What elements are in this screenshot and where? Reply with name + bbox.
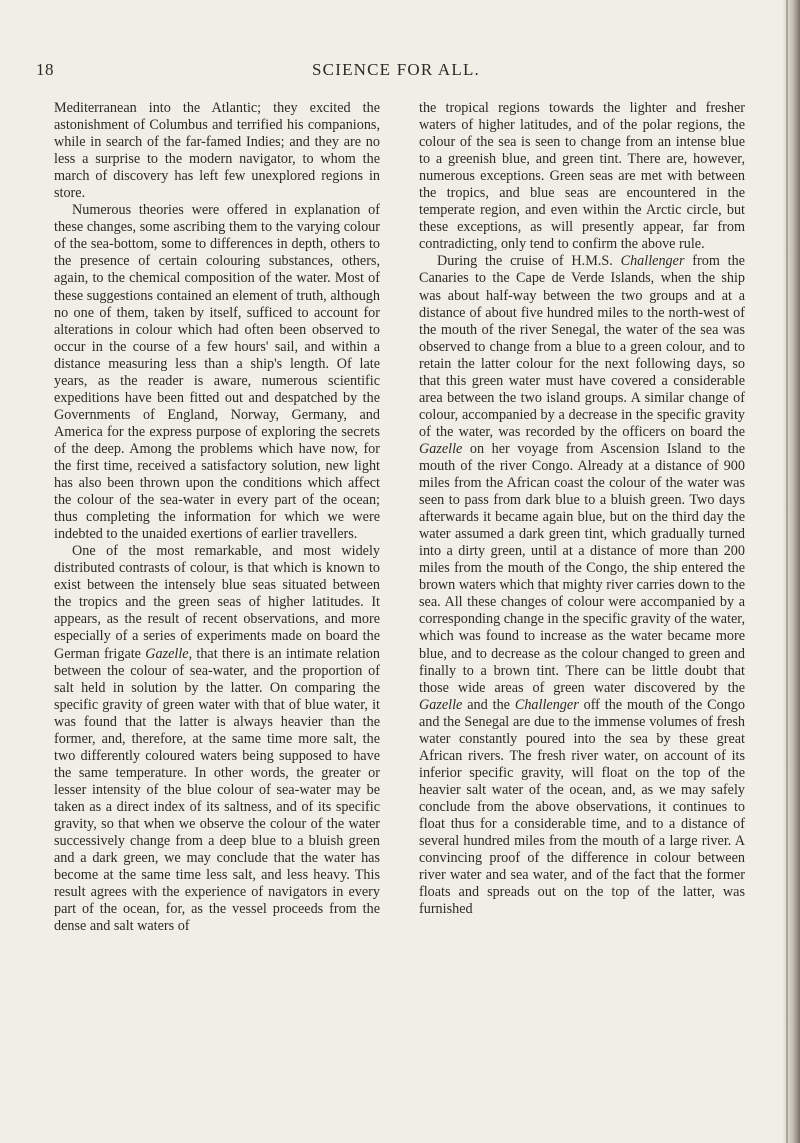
paragraph bbox=[54, 100, 380, 202]
italic-ship-name: Gazelle bbox=[419, 440, 463, 457]
page-header bbox=[36, 60, 756, 84]
italic-ship-name: Gazelle bbox=[419, 696, 463, 713]
italic-ship-name: Challenger bbox=[620, 253, 685, 270]
paragraph-text: on her voyage from Ascension Island to the mouth of the river Congo. Already at a distance of 900 miles from the African coast the colour of the water was seen to pass from dark blue to a bluish green. Two days afterwards it became again blue, but on the third day the water assumed a dark green tint, which gradually turned into a dirty green, until at a distance of more than 200 miles from the mouth of the Congo, the ship entered the brown waters which that mighty river carries down to the sea. All these changes of colour were accompanied by a corresponding change in the specific gravity of the water, which was found to increase as the water became more blue, and to decrease as the colour changed to green and finally to a brown tint. There can be little doubt that those wide areas of green water discovered by the bbox=[419, 440, 746, 696]
paragraph-text: off the mouth of the Congo and the Senegal are due to the immense volumes of fresh water constantly poured into the sea by these great African rivers. The fresh river water, on account of its inferior specific gravity, will float on the top of the heavier salt water of the ocean, and, as we may safely conclude from the above observations, it continues to float thus for a considerable time, and to a distance of several hundred miles from the mouth of a large river. A convincing proof of the difference in colour between river water and sea water, and of the fact that the former floats and spreads out on the top of the latter, was furnished bbox=[419, 696, 745, 918]
page-edge-shadow bbox=[782, 0, 800, 1143]
page-number: 18 bbox=[36, 60, 54, 79]
italic-ship-name: Challenger bbox=[514, 696, 579, 713]
paragraph-text: , that there is an intimate relation between the colour of sea-water, and the proportion of salt held in solution by the latter. On comparing the specific gravity of green water with that of blue water, it was found that the latter is always heavier than the former, and, therefore, at the same time more salt, the two differently coloured waters being supposed to have the same temperature. In other words, the greater or lesser intensity of the blue colour of sea-water may be taken as a direct index of its saltness, and of its specific gravity, so that when we observe the colour of the water successively change from a deep blue to a bluish green and a dark green, we may conclude that the water has become at the same time less salt, and less heavy. This result agrees with the experience of navigators in every part of the ocean, for, as the vessel proceeds from the dense and salt waters of bbox=[54, 645, 380, 935]
italic-ship-name: Gazelle bbox=[145, 645, 189, 662]
paragraph-text: During the cruise of H.M.S. bbox=[437, 253, 621, 270]
right-column bbox=[419, 100, 745, 918]
paragraph bbox=[54, 202, 380, 543]
paragraph-text: and the bbox=[462, 696, 515, 713]
paragraph bbox=[54, 543, 380, 935]
paragraph-text: the tropical regions towards the lighter and fresher waters of higher latitudes, and of the polar regions, the colour of the sea is seen to change from an intense blue to a greenish blue, and green tint. There are, however, numerous exceptions. Green seas are met with between the tropics, and blue seas are encountered in the temperate region, and even within the Arctic circle, but these exceptions, as will presently appear, far from contradicting, only tend to confirm the above rule. bbox=[419, 100, 745, 253]
paragraph-text: from the Canaries to the Cape de Verde Islands, when the ship was about half-way between the two groups and at a distance of about five hundred miles to the north-west of the mouth of the river Senegal, the water of the sea was observed to change from a blue to a green colour, and to retain the latter colour for the next following days, so that this green water must have covered a considerable area between the two island groups. A similar change of colour, accompanied by a decrease in the specific gravity of the water, was recorded by the officers on board the bbox=[419, 253, 745, 440]
left-column bbox=[54, 100, 380, 935]
running-title: SCIENCE FOR ALL. bbox=[312, 60, 480, 79]
paragraph bbox=[419, 253, 745, 918]
paragraph-text: Numerous theories were offered in explanation of these changes, some ascribing them to the varying colour of the sea-bottom, some to differences in depth, others to the presence of certain colouring substances, others, again, to the chemical composition of the water. Most of these suggestions contained an element of truth, although no one of them, taken by itself, sufficed to account for alterations in colour which had often been observed to occur in the course of a few hours' sail, and within a distance measuring less than a ship's length. Of late years, as the reader is aware, numerous scientific expeditions have been fitted out and despatched by the Governments of England, Norway, Germany, and America for the express purpose of exploring the secrets of the deep. Among the problems which have now, for the first time, received a satisfactory solution, new light has also been thrown upon the conditions which affect the colour of the sea-water in every part of the ocean; thus completing the information for which we were indebted to the unaided exertions of earlier travellers. bbox=[54, 202, 380, 543]
paragraph bbox=[419, 100, 745, 253]
paragraph-text: Mediterranean into the Atlantic; they excited the astonishment of Columbus and terrified his companions, while in search of the far-famed Indies; and they are no less a surprise to the modern navigator, to whom the march of discovery has left few unexplored regions in store. bbox=[54, 100, 380, 202]
paragraph-text: One of the most remarkable, and most widely distributed contrasts of colour, is that which is known to exist between the intensely blue seas situated between the tropics and the green seas of higher latitudes. It appears, as the result of recent observations, and more especially of a series of experiments made on board the German frigate bbox=[54, 543, 380, 662]
